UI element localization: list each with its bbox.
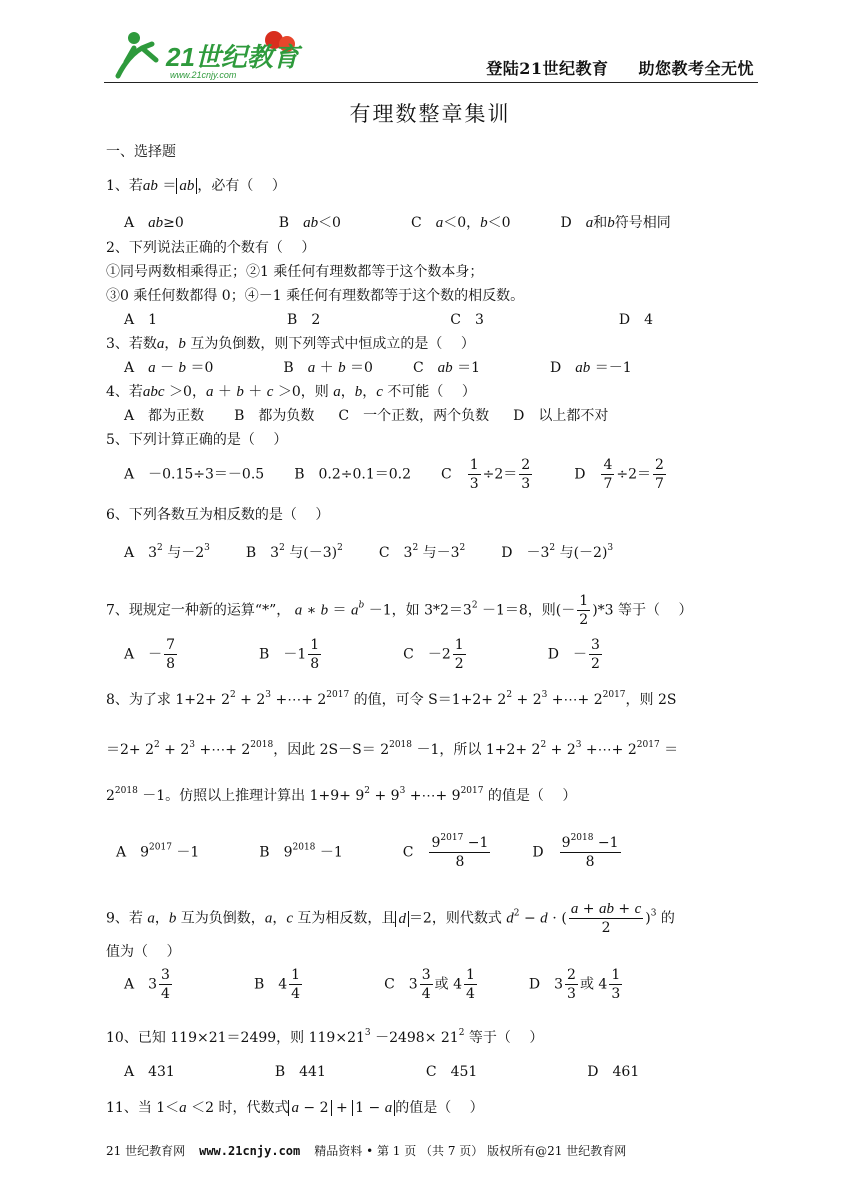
question-4: 4、若abc ＞0，a ＋ b ＋ c ＞0，则 a，b，c 不可能（ ） [106,384,476,400]
question-2-options: A 1 B 2 C 3 D 4 [124,312,653,328]
question-8-line-2: $=2+ 2^2 + 2^3$ +⋯+ $2^{2018}$，因此 $2S-S= 2^{2018} -1$，所以 $1+2+ 2^2 + 2^3$ +⋯+ $2^{2017}$ ＝ [106,740,679,758]
question-10: 10、已知 119×21＝2499，则 $119\times 21^3 -2498\times 21^2$ 等于（ ） [106,1028,544,1046]
question-2-statement-1: ①同号两数相乘得正；②1 乘任何有理数都等于这个数本身； [106,264,484,280]
question-2: 2、下列说法正确的个数有（ ） [106,240,316,256]
question-6: 6、下列各数互为相反数的是（ ） [106,507,330,523]
header-rule [104,82,758,83]
question-8-line-1: 8、为了求 $1+2+ 2^2 + 2^3$ +⋯+ $2^{2017}$ 的值，可令 $S=1+2+ 2^2 + 2^3$ +⋯+ $2^{2017}$，则 2S [106,690,677,708]
question-5-options: A －0.15÷3＝－0.5 B 0.2÷0.1＝0.2 C $\frac{1}{3}$ ÷2＝ $\frac{2}{3}$ D $\frac{4}{7}$ ÷2＝ $\frac{2}{7}$ [124,457,664,492]
question-8-line-3: $2^{2018} -1$。仿照以上推理计算出 $1+9+ 9^2 + 9^3$ +⋯+ $9^{2017}$ 的值是（ ） [106,786,577,804]
question-11: 11、当 1＜a ＜2 时，代数式 a − 2 + 1 − a 的值是（ ） [106,1100,484,1116]
logo [104,26,304,82]
logo-text: 21世纪教育 [166,42,299,72]
question-3-options: A a － b ＝0 B a ＋ b ＝0 C ab ＝1 D ab ＝－1 [124,360,632,376]
question-1: 1、若ab ＝ ab ，必有（ ） [106,178,286,194]
section-heading: 一、选择题 [106,144,176,160]
question-5: 5、下列计算正确的是（ ） [106,432,288,448]
question-3: 3、若数a，b 互为负倒数，则下列等式中恒成立的是（ ） [106,336,475,352]
question-1-options: A ab≥0 B ab＜0 C a＜0，b＜0 D a和b符号相同 [124,215,671,231]
question-8-options: A $9^{2017} -1$ B $9^{2018} -1$ C $\frac{9^{2017} -1}{8}$ D $\frac{9^{2018} -1}{8}$ [116,833,619,870]
question-6-options: A $3^2$ 与$-2^3$ B $3^2$ 与$(-3)^2$ C $3^2$ 与$-3^2$ D $-3^2$ 与$(-2)^3$ [124,543,614,561]
question-4-options: A 都为正数 B 都为负数 C 一个正数，两个负数 D 以上都不对 [124,408,609,424]
page-title: 有理数整章集训 [349,102,511,126]
question-9-line-2: 值为（ ） [106,944,181,960]
question-10-options: A 431 B 441 C 451 D 461 [124,1064,640,1080]
question-9: 9、若 a，b 互为负倒数，a，c 互为相反数，且 d ＝2，则代数式 $d^2 - d$ ⋅ ( $\frac{a + ab + c}{2}$ )$^3$ 的 [106,901,675,936]
page-footer: 21 世纪教育网 www.21cnjy.com 精品资料 • 第 1 页 （共 7 页） 版权所有@21 世纪教育网 [106,1144,627,1158]
header-slogan: 登陆21世纪教育 助您教考全无忧 [486,59,754,78]
question-9-options: A 3 $\frac{3}{4}$ B 4 $\frac{1}{4}$ C 3 $\frac{3}{4}$ 或 4 $\frac{1}{4}$ D 3 $\frac{2}{3}$ 或 4 $\frac{1}{3}$ [124,967,621,1002]
question-7: 7、现规定一种新的运算“*”， a ∗ $b = a^b -1$，如 $3*2=3^2 -1=8$，则(－ $\frac{1}{2}$ )*3 等于（ ） [106,593,693,628]
question-2-statement-2: ③0 乘任何数都得 0；④－1 乘任何有理数都等于这个数的相反数。 [106,288,525,304]
svg-text:www.21cnjy.com: www.21cnjy.com [170,70,237,80]
page-header [104,26,758,82]
question-7-options: A － $\frac{7}{8}$ B －1 $\frac{1}{8}$ C －2 $\frac{1}{2}$ D － $\frac{3}{2}$ [124,637,600,672]
